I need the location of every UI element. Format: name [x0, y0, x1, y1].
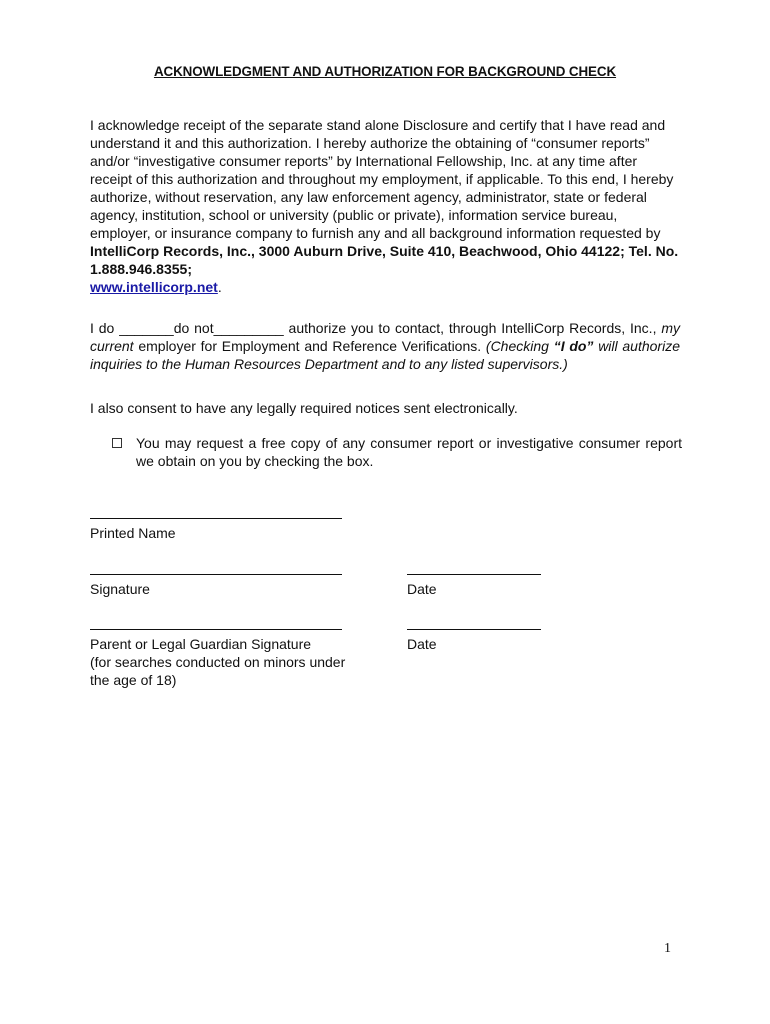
- date-label-2: Date: [407, 636, 437, 652]
- electronic-consent-paragraph: I also consent to have any legally required notices sent electronically.: [90, 400, 518, 416]
- date-label-1: Date: [407, 581, 437, 597]
- date-line-1[interactable]: [407, 574, 541, 575]
- signature-label: Signature: [90, 581, 150, 597]
- guardian-signature-line[interactable]: [90, 629, 342, 630]
- printed-name-label: Printed Name: [90, 525, 176, 541]
- signature-line[interactable]: [90, 574, 342, 575]
- contact-bold-italic: “I do”: [553, 338, 594, 354]
- authorization-text: I acknowledge receipt of the separate stand alone Disclosure and certify that I have read and understand it and this authorization. I hereby authorize the obtaining of “consumer reports” and/or “investigative consumer reports” by International Fellowship, Inc. at any time after receipt of this authorization and throughout my employment, if applicable. To this end, I hereby authorize, without reservation, any law enforcement agency, administrator, state or federal agency, institution, school or university (public or private), information service bureau, employer, or insurance company to furnish any and all background information requested by: [90, 117, 674, 241]
- printed-name-line[interactable]: [90, 518, 342, 519]
- contact-text-b: employer for Employment and Reference Verifications.: [133, 338, 486, 354]
- document-title: ACKNOWLEDGMENT AND AUTHORIZATION FOR BACKGROUND CHECK: [153, 64, 617, 79]
- free-copy-checkbox[interactable]: [112, 438, 122, 448]
- free-copy-text: You may request a free copy of any consumer report or investigative consumer report we obtain on you by checking the box.: [136, 435, 682, 469]
- guardian-signature-label: [90, 635, 390, 689]
- contact-text-a: I do _______do not_________ authorize you to contact, through IntelliCorp Records, Inc.,: [90, 320, 662, 336]
- contact-italic-3: will authorize inquiries to the Human Resources Department and to any listed supervisors.): [90, 338, 680, 372]
- intellicorp-link[interactable]: www.intellicorp.net: [90, 279, 218, 295]
- authorization-paragraph: [90, 116, 680, 296]
- guardian-label-line-3: the age of 18): [90, 672, 177, 688]
- authorization-end: .: [217, 279, 222, 295]
- guardian-label-line-2: (for searches conducted on minors under: [90, 654, 346, 670]
- contact-italic-2: (Checking: [485, 338, 554, 354]
- guardian-label-line-1: Parent or Legal Guardian Signature: [90, 636, 312, 652]
- date-line-2[interactable]: [407, 629, 541, 630]
- intellicorp-address: IntelliCorp Records, Inc., 3000 Auburn Drive, Suite 410, Beachwood, Ohio 44122; Tel. No. 1.888.946.8355;: [90, 243, 679, 277]
- page-number: 1: [664, 941, 671, 956]
- contact-authorization-paragraph: [90, 319, 680, 373]
- contact-italic-1: my current: [90, 320, 680, 354]
